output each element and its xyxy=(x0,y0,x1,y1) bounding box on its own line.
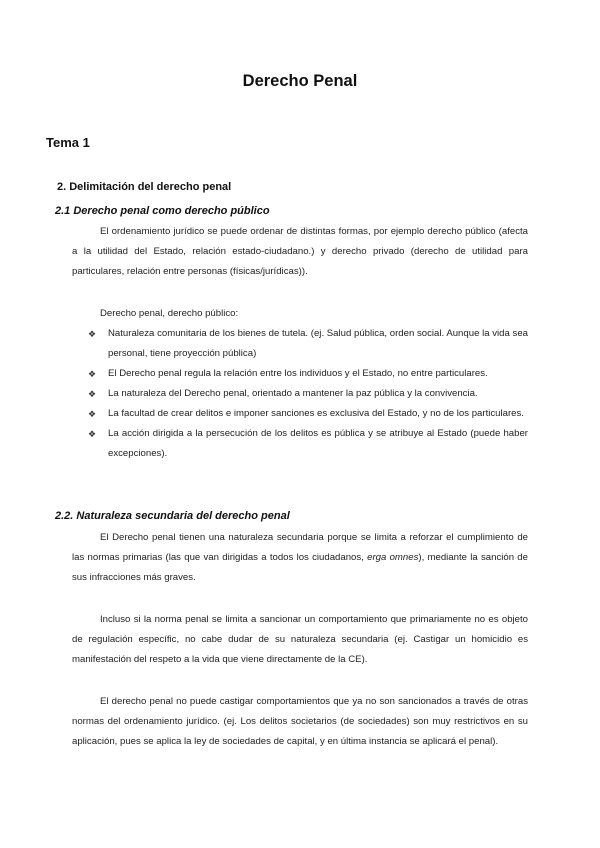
paragraph-text: Incluso si la norma penal se limita a sancionar un comportamiento que primariamente no es objeto de regulación específic, no cabe dudar de su naturaleza secundaria (ej. Castigar un homicidio es manifestación del respeto a la vida que viene directamente de la CE). xyxy=(72,614,528,665)
list-item xyxy=(88,364,528,384)
list-item-text: El Derecho penal regula la relación entre los individuos y el Estado, no entre particulares. xyxy=(108,368,488,379)
diamond-bullet-icon: ❖ xyxy=(88,409,97,419)
list-item-text: La naturaleza del Derecho penal, orientado a mantener la paz pública y la convivencia. xyxy=(108,388,478,399)
document-title: Derecho Penal xyxy=(242,72,358,90)
paragraph-text: El derecho penal no puede castigar comportamientos que ya no son sancionados a través de otras normas del ordenamiento jurídico. (ej. Los delitos societarios (de sociedades) son muy restrictivos en su aplicación, pues se aplica la ley de sociedades de capital, y en última instancia se aplicará el penal). xyxy=(72,696,528,747)
paragraph-norma-penal xyxy=(72,610,528,670)
list-item-text: La acción dirigida a la persecución de los delitos es pública y se atribuye al Estado (puede haber excepciones). xyxy=(108,428,528,459)
list-item xyxy=(88,384,528,404)
latin-term: erga omnes xyxy=(367,552,419,563)
paragraph-derecho-publico xyxy=(72,222,528,282)
list-item-text: La facultad de crear delitos e imponer sanciones es exclusiva del Estado, y no de los particulares. xyxy=(108,408,524,419)
list-item-text: Naturaleza comunitaria de los bienes de tutela. (ej. Salud pública, orden social. Aunque la vida sea personal, tiene proyección pública) xyxy=(108,328,528,359)
bullet-list xyxy=(88,324,528,464)
diamond-bullet-icon: ❖ xyxy=(88,369,97,379)
section-heading: 2. Delimitación del derecho penal xyxy=(57,181,232,193)
paragraph-text-end: ), mediante la sanción de sus infracciones más graves. xyxy=(72,552,528,583)
list-item xyxy=(88,324,528,364)
paragraph-castigar xyxy=(72,692,528,752)
list-intro: Derecho penal, derecho público: xyxy=(100,308,239,319)
subsection-heading-2-2: 2.2. Naturaleza secundaria del derecho penal xyxy=(55,510,290,522)
diamond-bullet-icon: ❖ xyxy=(88,329,97,339)
paragraph-text: El ordenamiento jurídico se puede ordenar de distintas formas, por ejemplo derecho público (afecta a la utilidad del Estado, relación estado-ciudadano.) y derecho privado (derecho de utilidad para particulares, relación entre personas (físicas/jurídicas)). xyxy=(72,226,528,277)
diamond-bullet-icon: ❖ xyxy=(88,389,97,399)
tema-heading: Tema 1 xyxy=(46,135,90,150)
paragraph-naturaleza-secundaria xyxy=(72,528,528,588)
list-item xyxy=(88,424,528,464)
diamond-bullet-icon: ❖ xyxy=(88,429,97,439)
subsection-heading-2-1: 2.1 Derecho penal como derecho público xyxy=(55,205,270,217)
list-item xyxy=(88,404,528,424)
paragraph-text-start: El Derecho penal tienen una naturaleza secundaria porque se limita a reforzar el cumplimiento de las normas primarias (las que van dirigidas a todos los ciudadanos, xyxy=(72,532,528,563)
